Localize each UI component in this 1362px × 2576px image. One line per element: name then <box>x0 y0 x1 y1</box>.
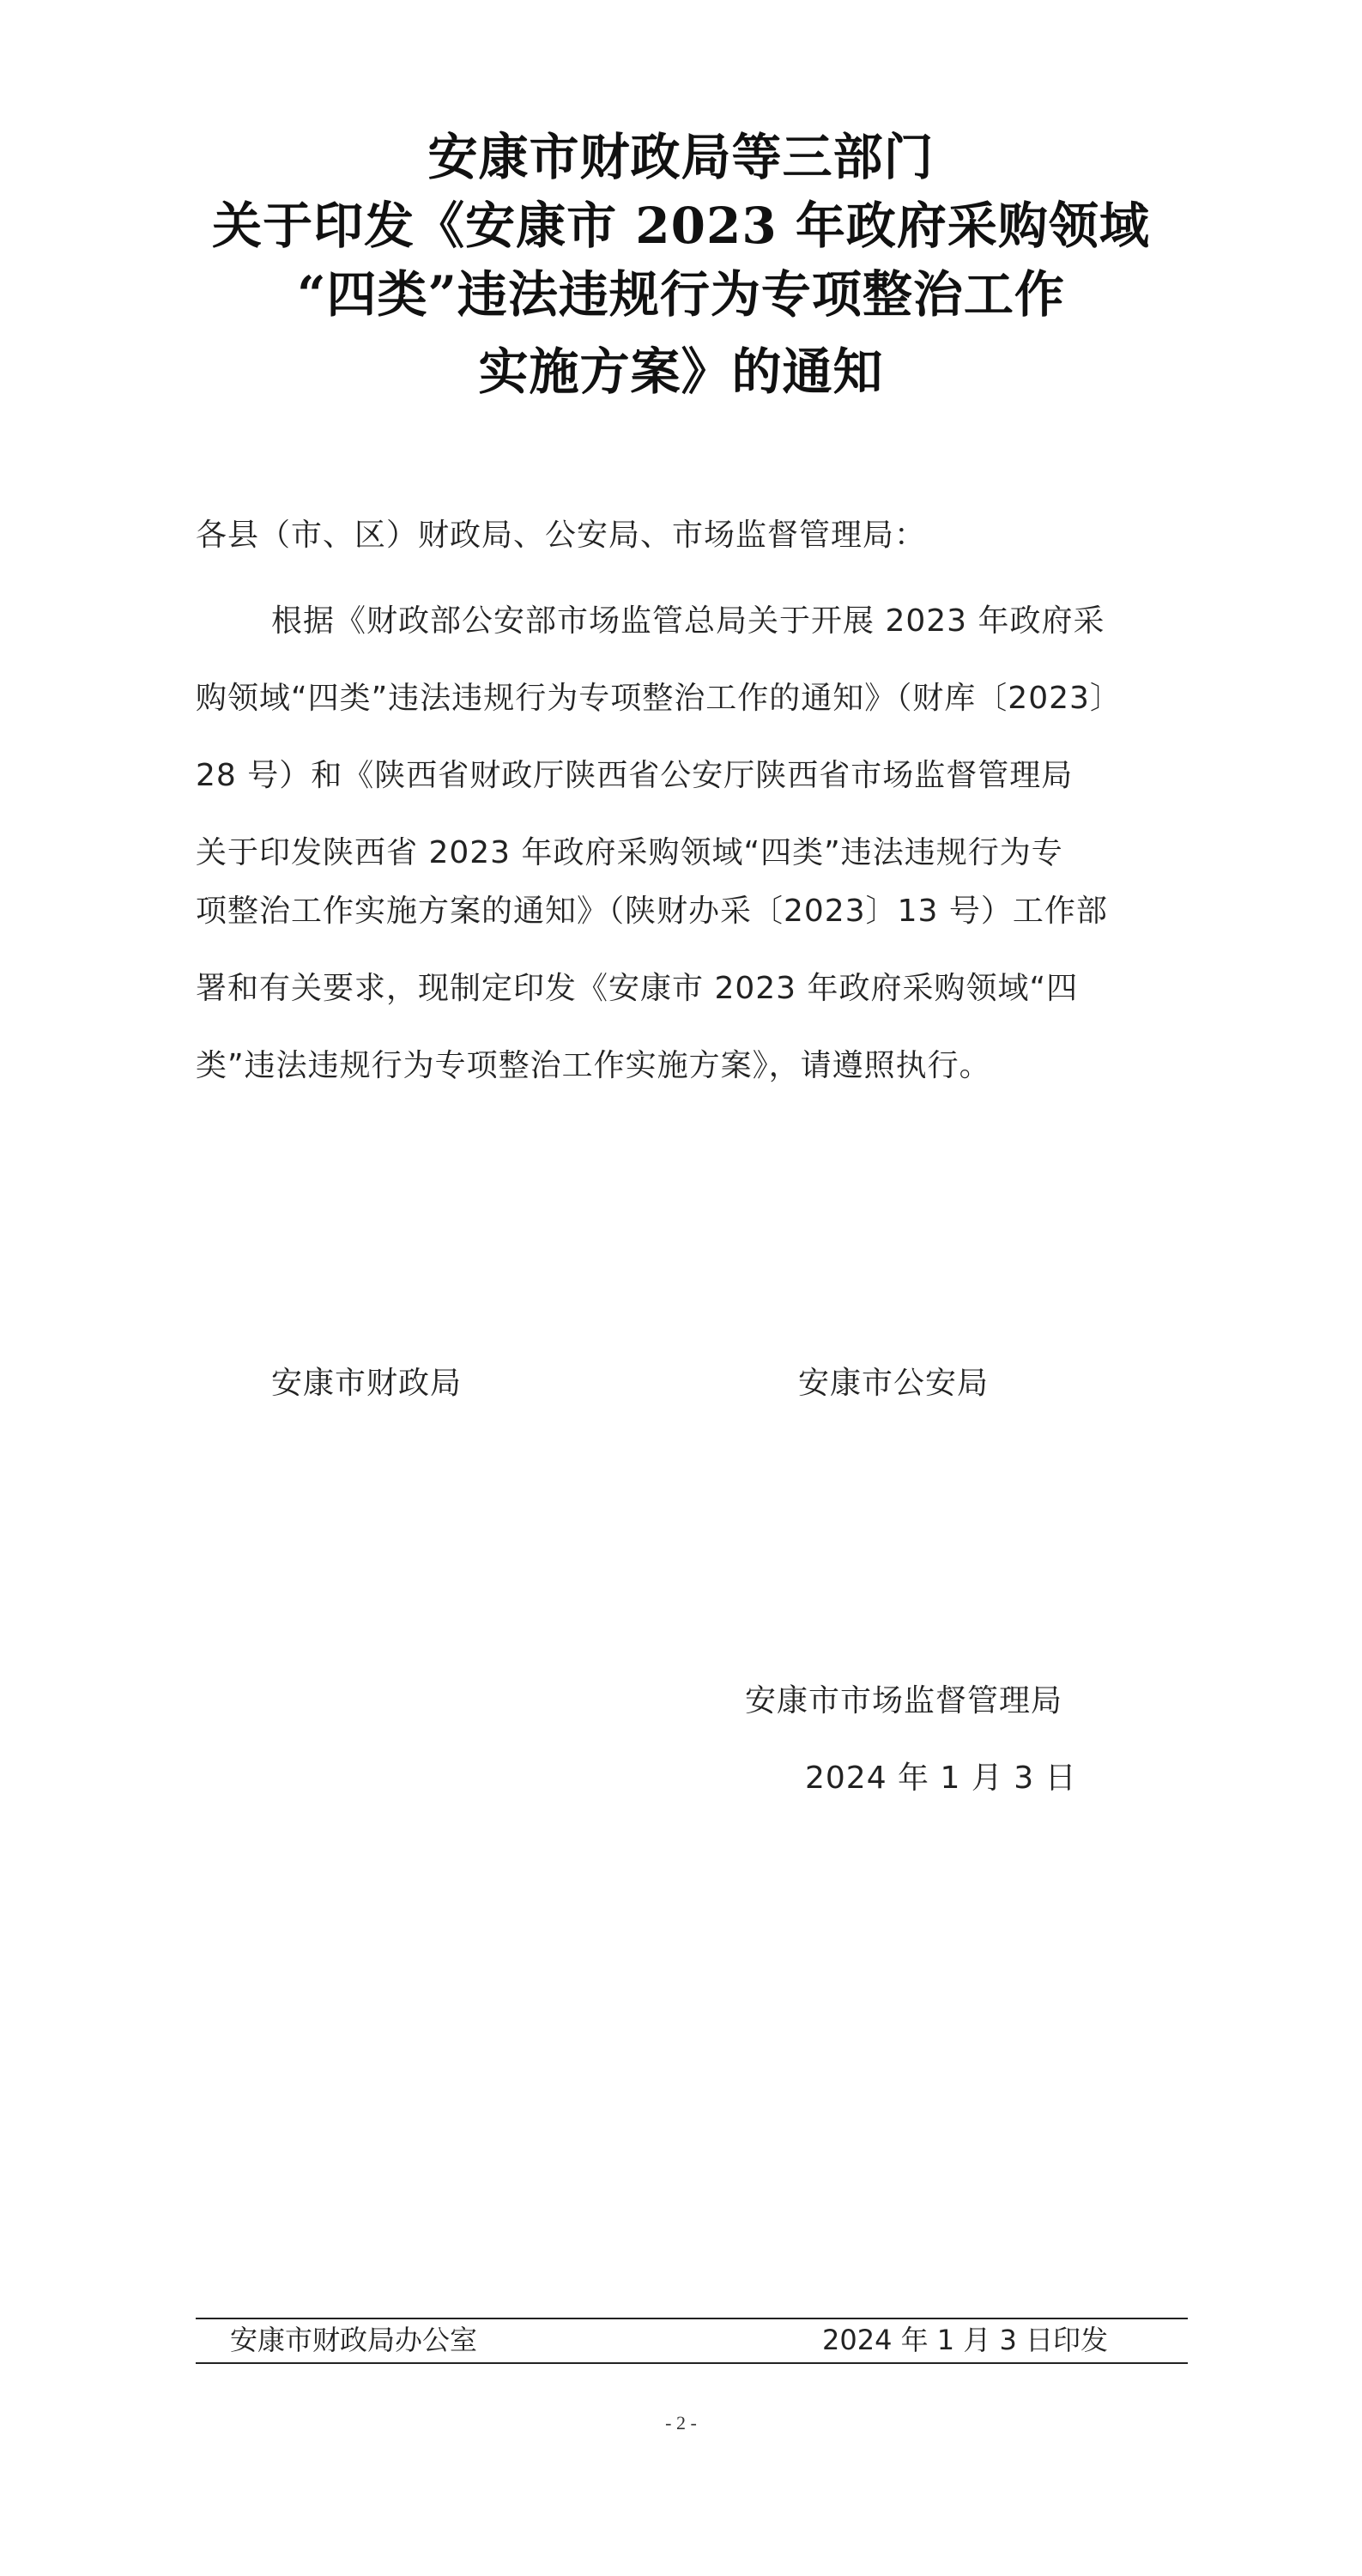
signature-market-supervision-bureau: 安康市市场监督管理局 <box>745 1683 1063 1718</box>
paragraph-line: 项整治工作实施方案的通知》（陕财办采〔2023〕13 号）工作部 <box>196 894 1108 929</box>
signature-public-security-bureau: 安康市公安局 <box>798 1366 990 1401</box>
paragraph-line: 类”违法违规行为专项整治工作实施方案》，请遵照执行。 <box>196 1048 991 1083</box>
addressee: 各县（市、区）财政局、公安局、市场监督管理局： <box>196 518 927 553</box>
title-line-4: 实施方案》的通知 <box>478 342 884 401</box>
footer-top-rule <box>196 2318 1188 2319</box>
title-line-2: 关于印发《安康市 2023 年政府采购领域 <box>212 197 1150 255</box>
paragraph-line: 署和有关要求，现制定印发《安康市 2023 年政府采购领域“四 <box>196 971 1079 1006</box>
footer-issue-date: 2024 年 1 月 3 日印发 <box>822 2324 1109 2356</box>
title-line-1: 安康市财政局等三部门 <box>427 128 935 186</box>
page-number: - 2 - <box>665 2412 697 2434</box>
paragraph-line: 购领域“四类”违法违规行为专项整治工作的通知》（财库〔2023〕 <box>196 681 1122 716</box>
footer-issuer: 安康市财政局办公室 <box>230 2324 478 2356</box>
paragraph-line: 根据《财政部公安部市场监管总局关于开展 2023 年政府采 <box>271 603 1105 639</box>
paragraph-line: 关于印发陕西省 2023 年政府采购领域“四类”违法违规行为专 <box>196 835 1063 870</box>
signature-date: 2024 年 1 月 3 日 <box>805 1761 1077 1796</box>
signature-finance-bureau: 安康市财政局 <box>271 1366 463 1401</box>
footer-bottom-rule <box>196 2362 1188 2364</box>
title-line-3: “四类”违法违规行为专项整治工作 <box>297 265 1065 324</box>
paragraph-line: 28 号）和《陕西省财政厅陕西省公安厅陕西省市场监督管理局 <box>196 758 1074 793</box>
